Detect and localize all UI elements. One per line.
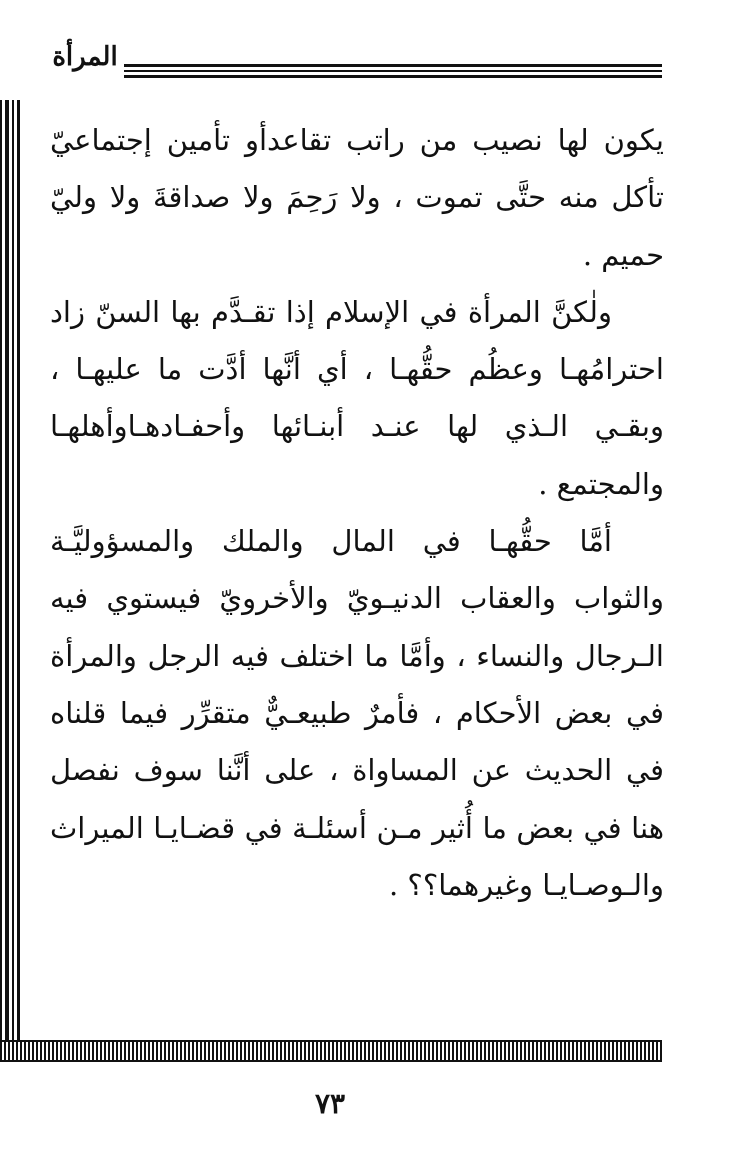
side-rule: [0, 100, 2, 1050]
page-body: [50, 112, 664, 914]
header-rule-top: [124, 64, 662, 67]
side-rule: [12, 100, 14, 1050]
bottom-decorative-bar: [0, 1040, 662, 1062]
paragraph-3: أمَّا حقُّهـا في المال والملك والمسؤوليَّـة والثواب والعقاب الدنيـويّ والأخرويّ فيستوي فيه الـرجال والنساء ، وأمَّا ما اختلف فيه الرجل والمرأة في بعض الأحكام ، فأمرٌ طبيعـيٌّ متقرِّر فيما قلناه في الحديث عن المساواة ، على أنَّنا سوف نفصل هنا في بعض ما أُثير مـن أسئلـة في قضـايـا الميراث والـوصـايـا وغيرهما؟؟ .: [50, 524, 664, 902]
page-number: ٧٣: [314, 1087, 346, 1120]
header-rule-bottom: [124, 75, 662, 78]
paragraph-2: ولٰكنَّ المرأة في الإسلام إذا تقـدَّم بها السنّ زاد احترامُهـا وعظُم حقُّهـا ، أي أنَّها أدَّت ما عليهـا ، وبقـي الـذي لها عنـد أبنـائها وأحفـادهـاوأهلهـا والمجتمع .: [50, 294, 664, 501]
header-rule-middle: [124, 70, 662, 72]
running-header-title: المرأة: [52, 42, 118, 72]
side-rule: [5, 100, 9, 1050]
paragraph-1: يكون لها نصيب من راتب تقاعدأو تأمين إجتماعيّ تأكل منه حتَّى تموت ، ولا رَحِمَ ولا صداقةَ ولا وليّ حميم .: [50, 123, 664, 272]
side-rule: [17, 100, 20, 1050]
